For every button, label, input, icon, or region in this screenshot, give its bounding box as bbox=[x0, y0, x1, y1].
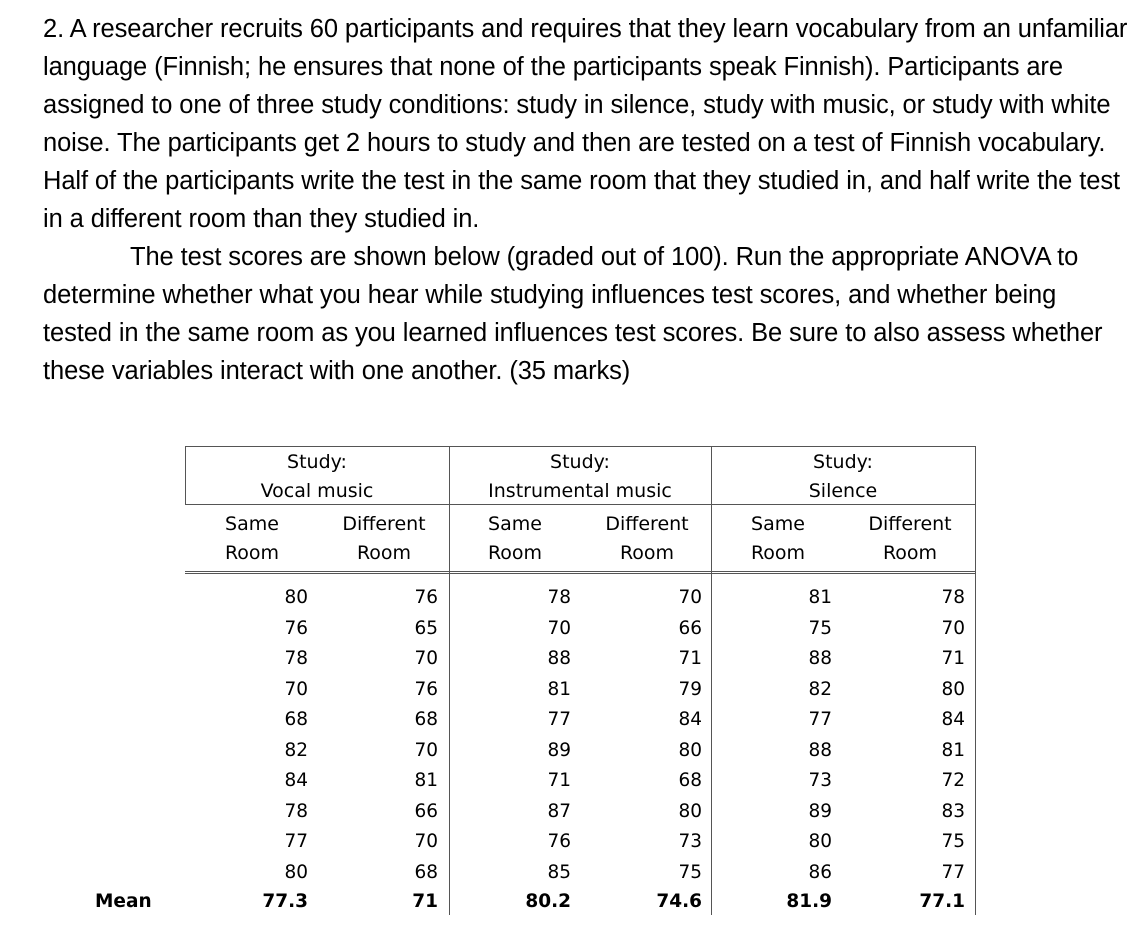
score-cell: 76 bbox=[414, 587, 438, 608]
score-cell: 81 bbox=[414, 770, 438, 791]
score-cell: 80 bbox=[678, 739, 702, 761]
group-divider-2 bbox=[711, 446, 712, 915]
score-cell: 82 bbox=[808, 678, 832, 700]
subheader-vocal-same-room bbox=[217, 510, 287, 568]
mean-instrumental-same-room: 80.2 bbox=[525, 891, 571, 912]
score-cell: 88 bbox=[808, 739, 832, 761]
score-cell: 78 bbox=[284, 648, 308, 669]
score-cell: 84 bbox=[284, 770, 308, 791]
score-cell: 68 bbox=[284, 709, 308, 730]
score-cell: 68 bbox=[678, 770, 702, 791]
mean-vocal-same-room: 77.3 bbox=[262, 891, 308, 912]
score-cell: 80 bbox=[678, 800, 702, 822]
column-instrumental-same-room bbox=[503, 583, 571, 888]
score-cell: 83 bbox=[941, 800, 965, 822]
column-vocal-different-room bbox=[370, 583, 438, 888]
score-cell: 87 bbox=[547, 800, 571, 822]
score-cell: 70 bbox=[941, 617, 965, 639]
mean-vocal-different-room: 71 bbox=[412, 891, 438, 912]
score-cell: 68 bbox=[414, 861, 438, 883]
score-cell: 76 bbox=[414, 678, 438, 700]
question-text bbox=[43, 10, 1128, 390]
score-cell: 76 bbox=[284, 617, 308, 639]
subheader-silence-different-room bbox=[864, 510, 956, 568]
score-cell: 88 bbox=[808, 648, 832, 669]
subheader-line1: Different bbox=[605, 513, 689, 535]
score-cell: 71 bbox=[941, 648, 965, 669]
score-cell: 84 bbox=[678, 709, 702, 730]
score-cell: 81 bbox=[547, 678, 571, 700]
group-header-line2: Silence bbox=[808, 480, 878, 502]
subheader-vocal-different-room bbox=[338, 510, 430, 568]
score-cell: 70 bbox=[414, 831, 438, 852]
question-paragraph-1: 2. A researcher recruits 60 participants and requires that they learn vocabulary from an unfamiliar language (Finnish; he ensures that none of the participants speak Finnish). Participants are assigned to one of three study conditions: study in silence, study with music, or study with white noise. The participants get 2 hours to study and then are tested on a test of Finnish vocabulary. Half of the participants write the test in the same room that they studied in, and half write the test in a different room than they studied in. bbox=[43, 15, 1128, 233]
subheader-line1: Same bbox=[488, 513, 542, 535]
score-cell: 71 bbox=[547, 770, 571, 791]
group-header-line2: Instrumental music bbox=[488, 480, 672, 502]
score-cell: 73 bbox=[808, 770, 832, 791]
column-vocal-same-room bbox=[240, 583, 308, 888]
score-cell: 88 bbox=[547, 648, 571, 669]
score-cell: 70 bbox=[678, 587, 702, 608]
table-right-border bbox=[975, 446, 976, 915]
subheader-line2: Room bbox=[356, 542, 412, 564]
mean-instrumental-different-room: 74.6 bbox=[656, 891, 702, 912]
score-cell: 70 bbox=[547, 617, 571, 639]
score-cell: 75 bbox=[678, 861, 702, 883]
score-cell: 86 bbox=[808, 861, 832, 883]
group-header-line1: Study: bbox=[813, 451, 873, 473]
score-cell: 80 bbox=[284, 587, 308, 608]
score-cell: 80 bbox=[284, 861, 308, 883]
group-header-line1: Study: bbox=[287, 451, 347, 473]
subheader-line1: Same bbox=[751, 513, 805, 535]
subheader-instrumental-same-room bbox=[480, 510, 550, 568]
score-cell: 73 bbox=[678, 831, 702, 852]
mean-silence-different-room: 77.1 bbox=[919, 891, 965, 912]
subheader-line2: Room bbox=[750, 542, 806, 564]
subheader-line1: Different bbox=[342, 513, 426, 535]
score-cell: 77 bbox=[547, 709, 571, 730]
subheader-line1: Different bbox=[868, 513, 952, 535]
score-cell: 68 bbox=[414, 709, 438, 730]
column-silence-different-room bbox=[897, 583, 965, 888]
group-header-line2: Vocal music bbox=[260, 480, 374, 502]
score-cell: 75 bbox=[808, 617, 832, 639]
score-cell: 65 bbox=[414, 617, 438, 639]
score-cell: 80 bbox=[941, 678, 965, 700]
score-cell: 78 bbox=[547, 587, 571, 608]
subheader-line2: Room bbox=[487, 542, 543, 564]
table-top-border bbox=[185, 446, 976, 447]
score-cell: 75 bbox=[941, 831, 965, 852]
score-cell: 89 bbox=[547, 739, 571, 761]
score-cell: 78 bbox=[284, 800, 308, 822]
score-cell: 70 bbox=[414, 739, 438, 761]
subheader-line2: Room bbox=[882, 542, 938, 564]
score-cell: 77 bbox=[284, 831, 308, 852]
score-cell: 81 bbox=[941, 739, 965, 761]
subheader-line2: Room bbox=[619, 542, 675, 564]
score-cell: 79 bbox=[678, 678, 702, 700]
score-cell: 77 bbox=[941, 861, 965, 883]
column-instrumental-different-room bbox=[634, 583, 702, 888]
score-cell: 70 bbox=[284, 678, 308, 700]
group-header-instrumental-music bbox=[449, 448, 711, 506]
question-paragraph-2: The test scores are shown below (graded out of 100). Run the appropriate ANOVA to determine whether what you hear while studying influences test scores, and whether being tested in the same room as you learned influences test scores. Be sure to also assess whether these variables interact with one another. (35 marks) bbox=[43, 243, 1103, 385]
subheader-instrumental-different-room bbox=[601, 510, 693, 568]
subheader-line1: Same bbox=[225, 513, 279, 535]
score-cell: 66 bbox=[678, 617, 702, 639]
score-cell: 85 bbox=[547, 861, 571, 883]
group-header-line1: Study: bbox=[550, 451, 610, 473]
subheader-line2: Room bbox=[224, 542, 280, 564]
score-cell: 78 bbox=[941, 587, 965, 608]
subheader-silence-same-room bbox=[743, 510, 813, 568]
group-header-vocal-music bbox=[185, 448, 449, 506]
score-cell: 80 bbox=[808, 831, 832, 852]
score-cell: 82 bbox=[284, 739, 308, 761]
score-cell: 72 bbox=[941, 770, 965, 791]
score-cell: 89 bbox=[808, 800, 832, 822]
group-header-silence bbox=[711, 448, 975, 506]
score-cell: 71 bbox=[678, 648, 702, 669]
score-cell: 84 bbox=[941, 709, 965, 730]
group-divider-1 bbox=[449, 446, 450, 915]
score-cell: 77 bbox=[808, 709, 832, 730]
mean-silence-same-room: 81.9 bbox=[786, 891, 832, 912]
score-cell: 70 bbox=[414, 648, 438, 669]
subheader-double-rule bbox=[185, 571, 976, 574]
score-cell: 66 bbox=[414, 800, 438, 822]
column-silence-same-room bbox=[764, 583, 832, 888]
score-cell: 76 bbox=[547, 831, 571, 852]
score-cell: 81 bbox=[808, 587, 832, 608]
mean-row-label: Mean bbox=[95, 891, 152, 912]
